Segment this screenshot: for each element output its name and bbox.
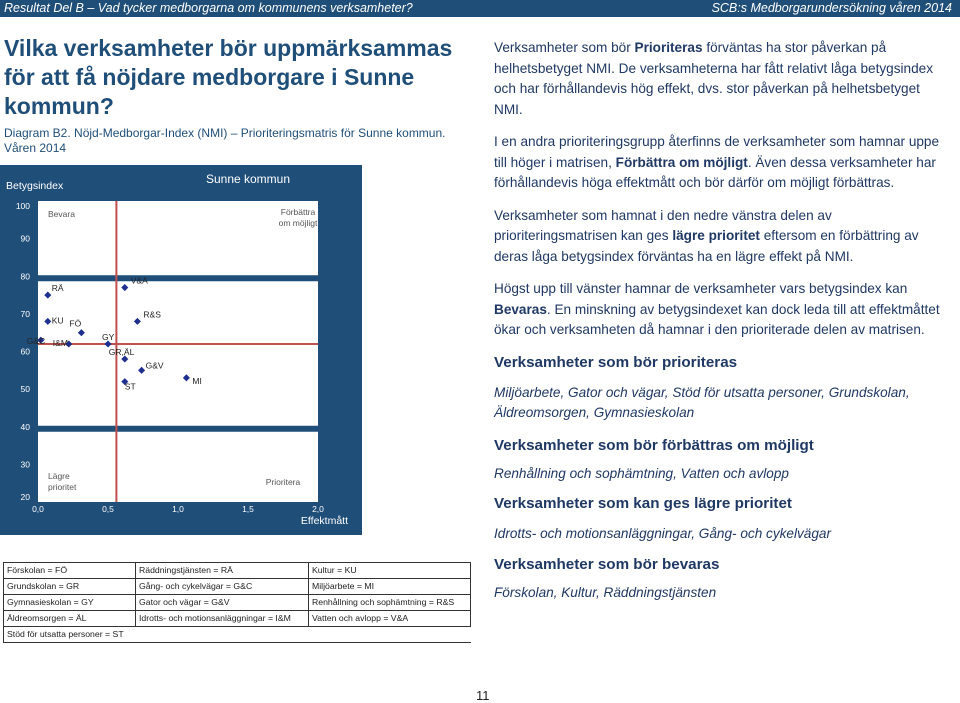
data-point-label: RÄ	[51, 283, 64, 294]
y-tick-label: 100	[15, 201, 30, 211]
priority-matrix-chart	[0, 165, 362, 535]
x-tick-label: 0,0	[32, 504, 44, 514]
x-tick-label: 0,5	[102, 504, 114, 514]
legend-cell: Äldreomsorgen = ÄL	[4, 611, 136, 627]
data-point-label: G&V	[145, 360, 164, 371]
heading-prioriteras: Verksamheter som bör prioriteras	[494, 353, 738, 371]
diagram-caption: Diagram B2. Nöjd-Medborgar-Index (NMI) – Prioriteringsmatris för Sunne kommun. Våren 2014	[4, 126, 446, 155]
paragraph-bevara: Högst upp till vänster hamnar de verksamheter vars betygsindex kan Bevaras. En minskning av betygsindexet kan dock leda till att effektmåttet ökar och verksamheten då hamnar i den prioriterade delen av matrisen.	[494, 281, 940, 337]
list-prioriteras: Miljöarbete, Gator och vägar, Stöd för utsatta personer, Grundskolan, Äldreomsorgen, Gymnasieskolan	[494, 384, 910, 420]
page-title: Vilka verksamheter bör uppmärksammas för att få nöjdare medborgare i Sunne kommun?	[4, 35, 453, 119]
list-bevaras: Förskolan, Kultur, Räddningstjänsten	[494, 584, 717, 600]
data-point-label: FÖ	[69, 318, 82, 329]
abbreviation-legend	[3, 562, 471, 643]
legend-row	[4, 563, 471, 579]
quadrant-label-lagre: Lägre	[48, 471, 70, 481]
page-header	[0, 0, 960, 17]
legend-cell: Renhållning och sophämtning = R&S	[309, 595, 471, 611]
quadrant-label-lagre-2: prioritet	[48, 482, 77, 492]
legend-cell: Stöd för utsatta personer = ST	[4, 627, 471, 643]
legend-row	[4, 579, 471, 595]
y-tick-label: 70	[20, 308, 30, 319]
legend-cell: Förskolan = FÖ	[4, 563, 136, 579]
legend-row	[4, 611, 471, 627]
page-number: 11	[476, 688, 490, 703]
data-point-label: MI	[192, 375, 202, 386]
legend-cell: Miljöarbete = MI	[309, 579, 471, 595]
legend-cell: Gator och vägar = G&V	[136, 595, 309, 611]
legend-cell: Vatten och avlopp = V&A	[309, 611, 471, 627]
header-right-text: SCB:s Medborgarundersökning våren 2014	[711, 1, 952, 15]
quadrant-label-bevara: Bevara	[48, 209, 75, 219]
paragraph-forbattra: I en andra prioriteringsgrupp återfinns de verksamheter som hamnar uppe till höger i matrisen, Förbättra om möjligt. Även dessa verksamheter har förhållandevis höga effektmått och bör därför om möjligt förbättras.	[494, 134, 940, 190]
y-tick-label: 20	[20, 492, 30, 502]
plot-area	[38, 201, 318, 502]
data-point-label: GY	[102, 331, 115, 342]
legend-row	[4, 627, 471, 643]
data-point-label: ST	[124, 381, 136, 392]
legend-cell: Gymnasieskolan = GY	[4, 595, 136, 611]
header-left-text: Resultat Del B – Vad tycker medborgarna om kommunens verksamheter?	[4, 1, 413, 15]
heading-forbattras: Verksamheter som bör förbättras om möjligt	[494, 436, 814, 454]
x-axis-label: Effektmått	[300, 515, 348, 527]
data-point-label: KU	[51, 315, 64, 326]
y-tick-label: 90	[20, 233, 30, 244]
x-tick-label: 1,0	[172, 504, 184, 514]
list-forbattras: Renhållning och sophämtning, Vatten och avlopp	[494, 465, 789, 481]
quadrant-label-forbattra: Förbättra	[280, 207, 316, 217]
heading-lagre-prioritet: Verksamheter som kan ges lägre prioritet	[494, 495, 792, 512]
legend-cell: Idrotts- och motionsanläggningar = I&M	[136, 611, 309, 627]
data-point-label: V&A	[130, 275, 148, 286]
chart-title: Sunne kommun	[205, 172, 291, 186]
y-tick-label: 80	[20, 271, 30, 282]
data-point-label: G&C	[26, 336, 46, 347]
paragraph-prioritera: Verksamheter som bör Prioriteras förväntas ha stor påverkan på helhetsbetyget NMI. De verksamheterna har fått relativt låga betygsindex och har förhållandevis hög effekt, dvs. stor påverkan på helhetsbetyget NMI.	[494, 40, 934, 117]
data-point-label: R&S	[143, 309, 161, 320]
x-tick-label: 1,5	[242, 504, 254, 514]
legend-row	[4, 595, 471, 611]
paragraph-lagre-prioritet: Verksamheter som hamnat i den nedre vänstra delen av prioriteringsmatrisen kan ges lägre prioritet eftersom en förbättring av deras låga betygsindex förväntas ha en lägre effekt på NMI.	[494, 207, 919, 264]
y-tick-label: 40	[20, 421, 30, 432]
explanation-panel	[494, 38, 944, 603]
legend-cell: Räddningstjänsten = RÄ	[136, 563, 309, 579]
data-point-label: GR,ÄL	[108, 347, 135, 358]
y-axis-label: Betygsindex	[6, 180, 64, 192]
legend-cell: Gång- och cykelvägar = G&C	[136, 579, 309, 595]
y-tick-label: 30	[20, 459, 30, 470]
heading-bevaras: Verksamheter som bör bevaras	[494, 555, 720, 573]
x-tick-label: 2,0	[312, 504, 324, 514]
quadrant-label-prioritera: Prioritera	[265, 477, 301, 487]
y-tick-label: 50	[20, 384, 30, 395]
quadrant-label-forbattra-2: om möjligt	[278, 218, 318, 228]
list-lagre-prioritet: Idrotts- och motionsanläggningar, Gång- och cykelvägar	[494, 526, 832, 541]
legend-cell: Grundskolan = GR	[4, 579, 136, 595]
legend-cell: Kultur = KU	[309, 563, 471, 579]
y-tick-label: 60	[20, 346, 30, 357]
data-point-label: I&M	[52, 337, 68, 348]
